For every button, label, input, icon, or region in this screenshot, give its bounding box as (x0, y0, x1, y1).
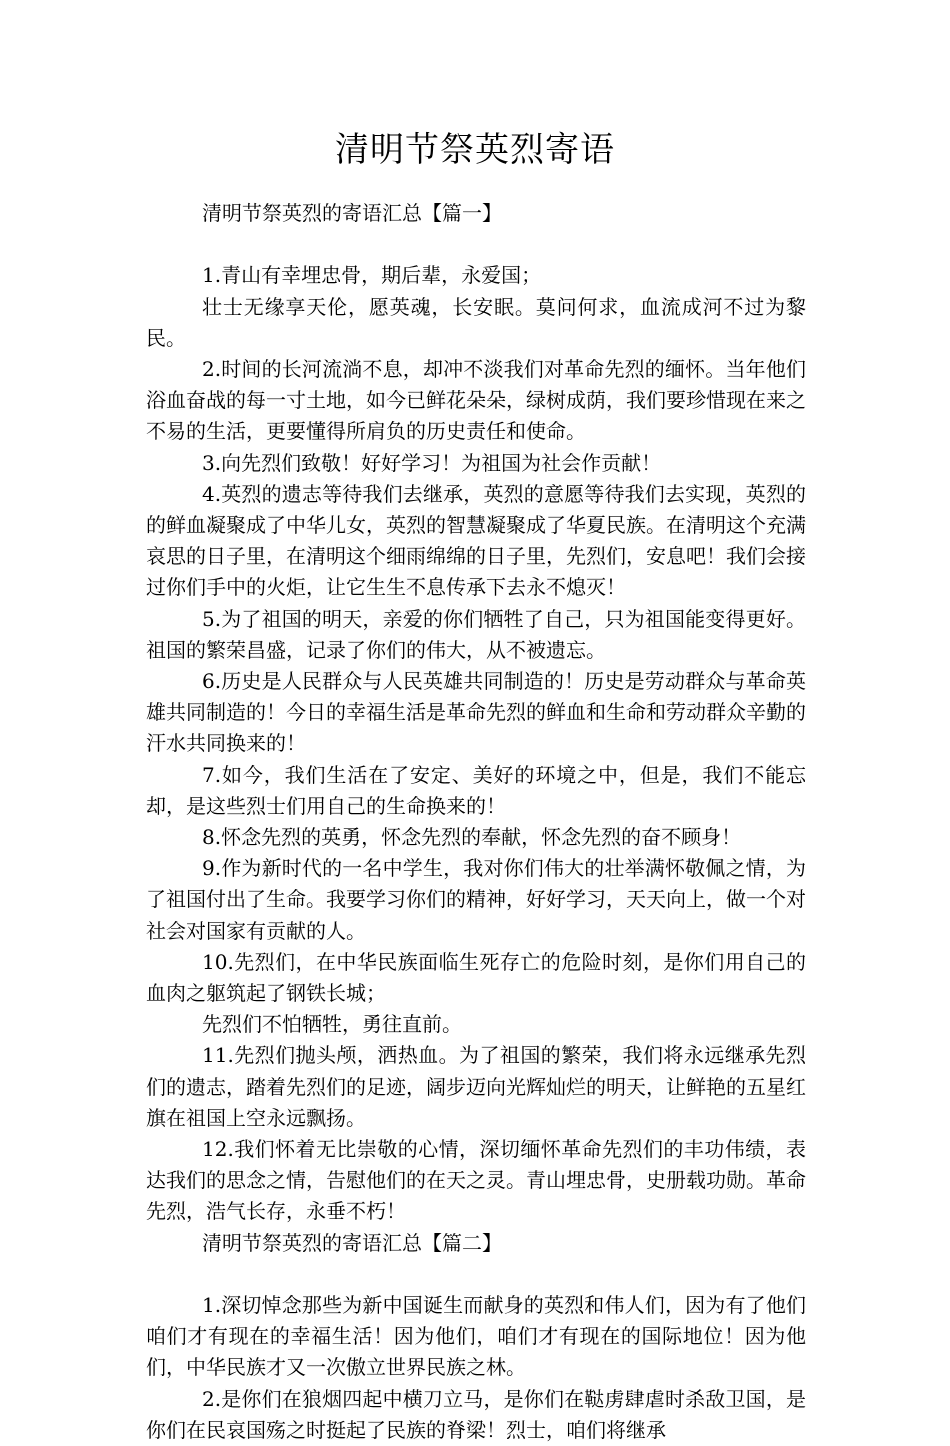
paragraph: 5.为了祖国的明天，亲爱的你们牺牲了自己，只为祖国能变得更好。祖国的繁荣昌盛，记录了你们的伟大，从不被遗忘。 (146, 606, 806, 662)
paragraph: 8.怀念先烈的英勇，怀念先烈的奉献，怀念先烈的奋不顾身！ (202, 825, 742, 850)
paragraph: 11.先烈们抛头颅，洒热血。为了祖国的繁荣，我们将永远继承先烈们的遗志，踏着先烈们的足迹，阔步迈向光辉灿烂的明天，让鲜艳的五星红旗在祖国上空永远飘扬。 (146, 1043, 806, 1130)
paragraph: 3.向先烈们致敬！好好学习！为祖国为社会作贡献！ (202, 450, 662, 475)
paragraph: 2.时间的长河流淌不息，却冲不淡我们对革命先烈的缅怀。当年他们浴血奋战的每一寸土地，如今已鲜花朵朵，绿树成荫，我们要珍惜现在来之不易的生活，更要懂得所肩负的历史责任和使命。 (146, 357, 806, 444)
paragraph: 9.作为新时代的一名中学生，我对你们伟大的壮举满怀敬佩之情，为了祖国付出了生命。我要学习你们的精神，好好学习，天天向上，做一个对社会对国家有贡献的人。 (146, 856, 806, 943)
paragraph: 壮士无缘享天伦，愿英魂，长安眠。莫问何求，血流成河不过为黎民。 (146, 294, 806, 350)
paragraph: 12.我们怀着无比崇敬的心情，深切缅怀革命先烈们的丰功伟绩，表达我们的思念之情，告慰他们的在天之灵。青山埋忠骨，史册载功勋。革命先烈，浩气长存，永垂不朽！ (146, 1137, 806, 1224)
paragraph: 4.英烈的遗志等待我们去继承，英烈的意愿等待我们去实现，英烈的的鲜血凝聚成了中华儿女，英烈的智慧凝聚成了华夏民族。在清明这个充满哀思的日子里，在清明这个细雨绵绵的日子里，先烈们，安息吧！我们会接过你们手中的火炬，让它生生不息传承下去永不熄灭！ (146, 481, 806, 600)
document-title: 清明节祭英烈寄语 (335, 130, 615, 170)
paragraph: 1.深切悼念那些为新中国诞生而献身的英烈和伟人们，因为有了他们咱们才有现在的幸福生活！因为他们，咱们才有现在的国际地位！因为他们，中华民族才又一次傲立世界民族之林。 (146, 1293, 806, 1380)
section-heading: 清明节祭英烈的寄语汇总【篇二】 (202, 1230, 502, 1255)
paragraph: 7.如今，我们生活在了安定、美好的环境之中，但是，我们不能忘却，是这些烈士们用自己的生命换来的！ (146, 762, 806, 818)
blank-line (146, 229, 806, 260)
document-body (146, 198, 806, 1446)
blank-line (146, 1259, 806, 1290)
paragraph: 2.是你们在狼烟四起中横刀立马，是你们在鞑虏肆虐时杀敌卫国，是你们在民哀国殇之时挺起了民族的脊梁！烈士，咱们将继承 (146, 1386, 806, 1442)
paragraph: 先烈们不怕牺牲，勇往直前。 (202, 1012, 462, 1037)
paragraph: 10.先烈们，在中华民族面临生死存亡的危险时刻，是你们用自己的血肉之躯筑起了钢铁长城； (146, 949, 806, 1006)
section-heading: 清明节祭英烈的寄语汇总【篇一】 (202, 201, 502, 225)
paragraph: 1.青山有幸埋忠骨，期后辈，永爱国； (202, 263, 542, 288)
paragraph: 6.历史是人民群众与人民英雄共同制造的！历史是劳动群众与革命英雄共同制造的！今日的幸福生活是革命先烈的鲜血和生命和劳动群众辛勤的汗水共同换来的！ (146, 669, 806, 756)
